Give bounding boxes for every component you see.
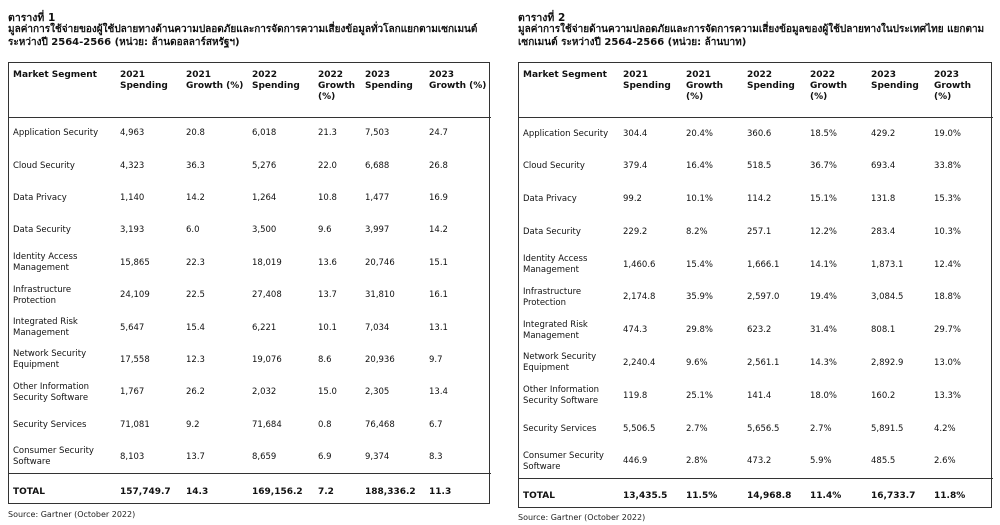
total-row xyxy=(519,478,993,514)
table-cell: 6,018 xyxy=(252,128,277,139)
table-cell: 22.0 xyxy=(318,160,337,171)
segment-name: Security Services xyxy=(13,419,87,430)
table-number: ตารางที่ 2 xyxy=(518,12,566,24)
table-cell: 15,865 xyxy=(120,257,150,268)
column-header: 2023 Spending xyxy=(867,63,930,118)
table-cell: 474.3 xyxy=(623,325,648,336)
column-header: 2021 Spending xyxy=(116,63,182,118)
table-cell: 19.4% xyxy=(810,292,838,303)
table-cell: 6,688 xyxy=(365,160,390,171)
total-label: TOTAL xyxy=(9,474,116,510)
table-cell: 18.8% xyxy=(934,292,962,303)
table-cell: 15.3% xyxy=(934,193,962,204)
total-cell: 14,968.8 xyxy=(743,478,806,514)
segment-name: Consumer Security Software xyxy=(523,450,604,472)
table-cell: 13.3% xyxy=(934,390,962,401)
table-cell: 36.7% xyxy=(810,161,838,172)
table-cell: 4,323 xyxy=(120,160,145,171)
total-cell: 11.8% xyxy=(930,478,993,514)
table-cell: 14.1% xyxy=(810,259,838,270)
segment-name: Data Security xyxy=(13,225,71,236)
total-row xyxy=(9,474,491,510)
table-cell: 76,468 xyxy=(365,419,395,430)
total-cell: 11.3 xyxy=(425,474,491,510)
segment-name: Network Security Equipment xyxy=(13,349,87,371)
source-note: Source: Gartner (October 2022) xyxy=(8,510,136,519)
table-cell: 9.7 xyxy=(429,354,443,365)
segment-name: Network Security Equipment xyxy=(523,352,597,374)
table-cell: 21.3 xyxy=(318,128,337,139)
table-cell: 3,997 xyxy=(365,225,390,236)
table-cell: 13.0% xyxy=(934,357,962,368)
total-cell: 188,336.2 xyxy=(361,474,425,510)
total-label: TOTAL xyxy=(519,478,619,514)
table-cell: 8,659 xyxy=(252,451,277,462)
table-row xyxy=(519,118,993,151)
table-frame xyxy=(518,62,992,508)
table-cell: 14.2 xyxy=(429,225,448,236)
table-cell: 518.5 xyxy=(747,161,772,172)
column-header: 2023 Growth (%) xyxy=(930,63,993,118)
table-row xyxy=(519,347,993,380)
total-cell: 11.5% xyxy=(682,478,743,514)
table-cell: 473.2 xyxy=(747,456,772,467)
table-cell: 1,460.6 xyxy=(623,259,656,270)
table-cell: 9.6 xyxy=(318,225,332,236)
table-cell: 5,276 xyxy=(252,160,277,171)
table-cell: 283.4 xyxy=(871,226,896,237)
column-header: Market Segment xyxy=(519,63,619,118)
table-cell: 9.2 xyxy=(186,419,200,430)
table-row xyxy=(519,445,993,478)
table-cell: 15.4 xyxy=(186,322,205,333)
table-cell: 35.9% xyxy=(686,292,714,303)
table-row xyxy=(9,182,491,214)
table-cell: 119.8 xyxy=(623,390,648,401)
table-row xyxy=(519,413,993,446)
table-cell: 623.2 xyxy=(747,325,772,336)
table-cell: 10.1% xyxy=(686,193,714,204)
column-header: 2021 Growth (%) xyxy=(682,63,743,118)
table-row xyxy=(9,279,491,311)
table-row xyxy=(9,344,491,376)
table-cell: 10.3% xyxy=(934,226,962,237)
table-cell: 4,963 xyxy=(120,128,145,139)
table-row xyxy=(519,281,993,314)
table-cell: 22.3 xyxy=(186,257,205,268)
table-cell: 3,084.5 xyxy=(871,292,904,303)
table-cell: 2,892.9 xyxy=(871,357,904,368)
table-row xyxy=(519,249,993,282)
table-cell: 304.4 xyxy=(623,128,648,139)
table-cell: 10.1 xyxy=(318,322,337,333)
table-cell: 18.0% xyxy=(810,390,838,401)
table-cell: 20.8 xyxy=(186,128,205,139)
table-caption: มูลค่าการใช้จ่ายของผู้ใช้ปลายทางด้านความปลอดภัยและการจัดการความเสี่ยงข้อมูลทั่วโลกแยกตามเซกเมนต์ ระหว่างปี 2564-2566 (หน่วย: ล้านดอลลาร์สหรัฐฯ) xyxy=(8,24,478,48)
table-cell: 20,936 xyxy=(365,354,395,365)
table-cell: 15.0 xyxy=(318,387,337,398)
table-cell: 13.7 xyxy=(186,451,205,462)
segment-name: Data Privacy xyxy=(13,192,67,203)
total-cell: 14.3 xyxy=(182,474,248,510)
column-header: 2022 Growth (%) xyxy=(806,63,867,118)
total-cell: 13,435.5 xyxy=(619,478,682,514)
table-cell: 8.2% xyxy=(686,226,708,237)
table-cell: 2,561.1 xyxy=(747,357,780,368)
header-row xyxy=(519,63,993,118)
total-cell: 7.2 xyxy=(314,474,361,510)
table-number: ตารางที่ 1 xyxy=(8,12,56,24)
table-cell: 20.4% xyxy=(686,128,714,139)
table-cell: 141.4 xyxy=(747,390,772,401)
table-cell: 2.8% xyxy=(686,456,708,467)
table-cell: 15.1 xyxy=(429,257,448,268)
table-row xyxy=(9,118,491,150)
table-cell: 33.8% xyxy=(934,161,962,172)
table-cell: 1,666.1 xyxy=(747,259,780,270)
table-cell: 36.3 xyxy=(186,160,205,171)
table-row xyxy=(519,216,993,249)
segment-name: Identity Access Management xyxy=(13,252,78,274)
table-cell: 9.6% xyxy=(686,357,708,368)
table-cell: 18.5% xyxy=(810,128,838,139)
table-cell: 257.1 xyxy=(747,226,772,237)
table-row xyxy=(519,380,993,413)
table-cell: 20,746 xyxy=(365,257,395,268)
table-cell: 6.0 xyxy=(186,225,200,236)
table-row xyxy=(9,441,491,473)
table-cell: 7,034 xyxy=(365,322,390,333)
table-cell: 31.4% xyxy=(810,325,838,336)
table-cell: 14.2 xyxy=(186,192,205,203)
segment-name: Other Information Security Software xyxy=(13,381,90,403)
table-cell: 5.9% xyxy=(810,456,832,467)
table-cell: 360.6 xyxy=(747,128,772,139)
table-cell: 160.2 xyxy=(871,390,896,401)
table-cell: 24,109 xyxy=(120,290,150,301)
table-cell: 229.2 xyxy=(623,226,648,237)
column-header: 2022 Spending xyxy=(743,63,806,118)
table-cell: 18,019 xyxy=(252,257,282,268)
table-cell: 15.4% xyxy=(686,259,714,270)
segment-name: Application Security xyxy=(13,128,99,139)
segment-name: Data Privacy xyxy=(523,193,577,204)
column-header: Market Segment xyxy=(9,63,116,118)
table-cell: 22.5 xyxy=(186,290,205,301)
segment-name: Cloud Security xyxy=(13,160,75,171)
table-cell: 1,477 xyxy=(365,192,390,203)
total-cell: 169,156.2 xyxy=(248,474,314,510)
segment-name: Integrated Risk Management xyxy=(13,317,78,339)
table-cell: 71,684 xyxy=(252,419,282,430)
table-cell: 3,193 xyxy=(120,225,145,236)
total-cell: 157,749.7 xyxy=(116,474,182,510)
table-cell: 3,500 xyxy=(252,225,277,236)
segment-name: Infrastructure Protection xyxy=(523,286,582,308)
table-cell: 5,647 xyxy=(120,322,145,333)
table-row xyxy=(519,150,993,183)
table-cell: 71,081 xyxy=(120,419,150,430)
table-cell: 12.4% xyxy=(934,259,962,270)
spending-table xyxy=(519,63,993,514)
table-cell: 14.3% xyxy=(810,357,838,368)
table-cell: 13.4 xyxy=(429,387,448,398)
table-row xyxy=(519,314,993,347)
table-cell: 6.7 xyxy=(429,419,443,430)
table-cell: 2.7% xyxy=(686,423,708,434)
table-cell: 13.1 xyxy=(429,322,448,333)
table-cell: 19.0% xyxy=(934,128,962,139)
column-header: 2022 Growth (%) xyxy=(314,63,361,118)
table-cell: 10.8 xyxy=(318,192,337,203)
table-cell: 446.9 xyxy=(623,456,648,467)
table-cell: 1,140 xyxy=(120,192,145,203)
spending-table xyxy=(9,63,491,510)
column-header: 2021 Spending xyxy=(619,63,682,118)
table-cell: 6.9 xyxy=(318,451,332,462)
table-cell: 27,408 xyxy=(252,290,282,301)
table-cell: 8.3 xyxy=(429,451,443,462)
table-cell: 693.4 xyxy=(871,161,896,172)
table-cell: 24.7 xyxy=(429,128,448,139)
table-cell: 19,076 xyxy=(252,354,282,365)
source-note: Source: Gartner (October 2022) xyxy=(518,513,646,522)
column-header: 2021 Growth (%) xyxy=(182,63,248,118)
table-cell: 1,767 xyxy=(120,387,145,398)
table-cell: 808.1 xyxy=(871,325,896,336)
segment-name: Consumer Security Software xyxy=(13,446,94,468)
table-cell: 5,891.5 xyxy=(871,423,904,434)
table-cell: 4.2% xyxy=(934,423,956,434)
table-cell: 379.4 xyxy=(623,161,648,172)
table-cell: 12.3 xyxy=(186,354,205,365)
table-cell: 9,374 xyxy=(365,451,390,462)
table-cell: 0.8 xyxy=(318,419,332,430)
table-cell: 2.6% xyxy=(934,456,956,467)
table-row xyxy=(519,183,993,216)
table-cell: 2,305 xyxy=(365,387,390,398)
table-cell: 2.7% xyxy=(810,423,832,434)
table-cell: 13.7 xyxy=(318,290,337,301)
table-cell: 31,810 xyxy=(365,290,395,301)
table-row xyxy=(9,215,491,247)
table-cell: 1,264 xyxy=(252,192,277,203)
table-cell: 2,240.4 xyxy=(623,357,656,368)
table-cell: 114.2 xyxy=(747,193,772,204)
table-caption: มูลค่าการใช้จ่ายด้านความปลอดภัยและการจัดการความเสี่ยงข้อมูลของผู้ใช้ปลายทางในประเทศไทย แยกตามเซกเมนต์ ระหว่างปี 2564-2566 (หน่วย: ล้านบาท) xyxy=(518,24,985,48)
table-cell: 25.1% xyxy=(686,390,714,401)
table-cell: 12.2% xyxy=(810,226,838,237)
column-header: 2023 Spending xyxy=(361,63,425,118)
table-cell: 16.4% xyxy=(686,161,714,172)
table-cell: 2,032 xyxy=(252,387,277,398)
table-row xyxy=(9,377,491,409)
table-cell: 15.1% xyxy=(810,193,838,204)
table-cell: 8.6 xyxy=(318,354,332,365)
table-cell: 26.2 xyxy=(186,387,205,398)
table-row xyxy=(9,150,491,182)
segment-name: Other Information Security Software xyxy=(523,385,600,407)
table-cell: 29.8% xyxy=(686,325,714,336)
segment-name: Data Security xyxy=(523,226,581,237)
table-cell: 17,558 xyxy=(120,354,150,365)
table-cell: 99.2 xyxy=(623,193,642,204)
segment-name: Application Security xyxy=(523,128,609,139)
table-cell: 13.6 xyxy=(318,257,337,268)
table-row xyxy=(9,409,491,441)
table-cell: 5,506.5 xyxy=(623,423,656,434)
segment-name: Identity Access Management xyxy=(523,254,588,276)
segment-name: Integrated Risk Management xyxy=(523,319,588,341)
table-cell: 16.9 xyxy=(429,192,448,203)
table-cell: 5,656.5 xyxy=(747,423,780,434)
total-cell: 11.4% xyxy=(806,478,867,514)
table-cell: 2,174.8 xyxy=(623,292,656,303)
table-cell: 6,221 xyxy=(252,322,277,333)
segment-name: Infrastructure Protection xyxy=(13,284,72,306)
column-header: 2022 Spending xyxy=(248,63,314,118)
table-cell: 485.5 xyxy=(871,456,896,467)
table-cell: 26.8 xyxy=(429,160,448,171)
table-row xyxy=(9,247,491,279)
column-header: 2023 Growth (%) xyxy=(425,63,491,118)
table-row xyxy=(9,312,491,344)
table-cell: 16.1 xyxy=(429,290,448,301)
segment-name: Security Services xyxy=(523,423,597,434)
table-cell: 7,503 xyxy=(365,128,390,139)
header-row xyxy=(9,63,491,118)
table-cell: 1,873.1 xyxy=(871,259,904,270)
table-frame xyxy=(8,62,490,504)
segment-name: Cloud Security xyxy=(523,161,585,172)
table-cell: 8,103 xyxy=(120,451,145,462)
table-cell: 2,597.0 xyxy=(747,292,780,303)
total-cell: 16,733.7 xyxy=(867,478,930,514)
table-cell: 131.8 xyxy=(871,193,896,204)
table-cell: 29.7% xyxy=(934,325,962,336)
table-cell: 429.2 xyxy=(871,128,896,139)
